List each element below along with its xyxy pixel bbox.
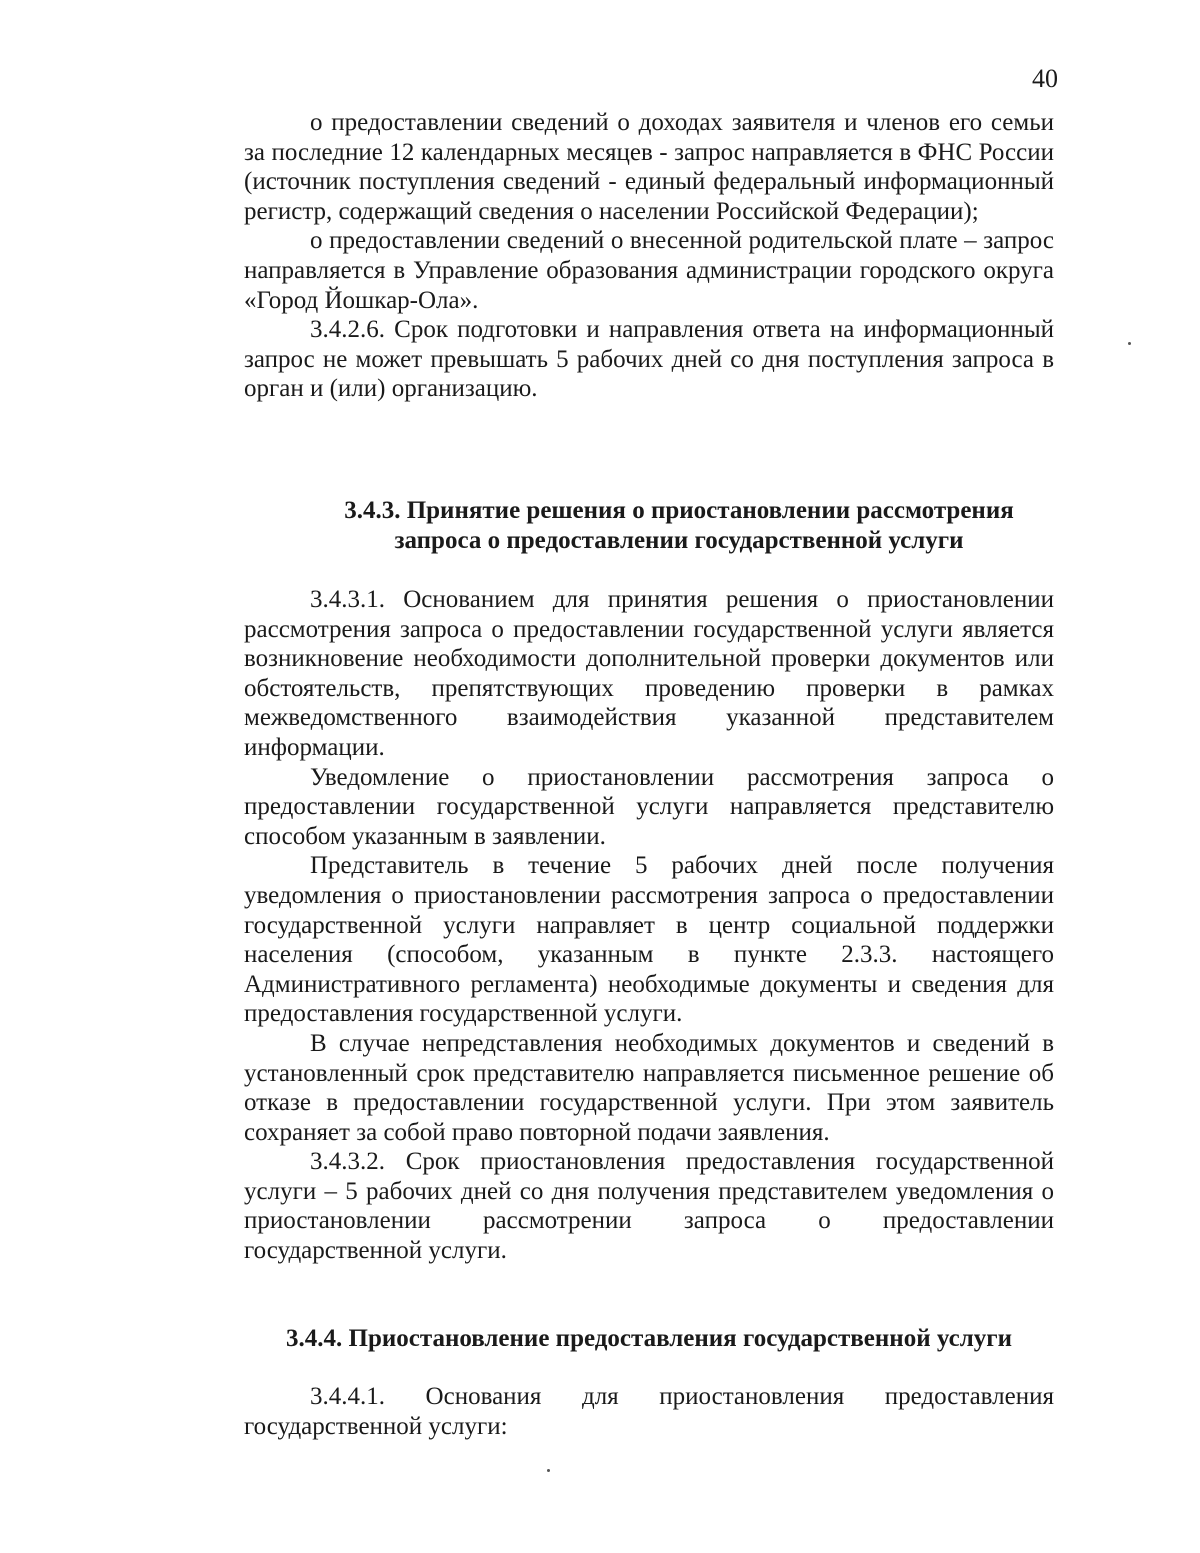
paragraph-parental-fee-request: о предоставлении сведений о внесенной родительской плате – запрос направляется в Управление образования администрации городского округа «Город Йошкар-Ола». (244, 227, 1054, 314)
scan-speck (1128, 342, 1131, 345)
paragraph-3-4-4-1: 3.4.4.1. Основания для приостановления предоставления государственной услуги: (244, 1383, 1054, 1440)
paragraph-income-request: о предоставлении сведений о доходах заявителя и членов его семьи за последние 12 календарных месяцев - запрос направляется в ФНС России (источник поступления сведений - единый федеральный информационный регистр, содержащий сведения о населении Российской Федерации); (244, 109, 1054, 225)
paragraph-notification: Уведомление о приостановлении рассмотрения запроса о предоставлении государственной услуги направляется представителю способом указанным в заявлении. (244, 763, 1054, 850)
section-3-4-4-heading: 3.4.4. Приостановление предоставления государственной услуги (286, 1325, 1012, 1352)
page-number: 40 (1032, 64, 1058, 93)
paragraph-3-4-2-6: 3.4.2.6. Срок подготовки и направления ответа на информационный запрос не может превышать 5 рабочих дней со дня поступления запроса в орган и (или) организацию. (244, 316, 1054, 403)
intro-paragraphs (244, 108, 1054, 404)
section-3-4-3-heading (244, 496, 1114, 556)
paragraph-3-4-3-2: 3.4.3.2. Срок приостановления предоставления государственной услуги – 5 рабочих дней со дня получения представителем уведомления о приостановлении рассмотрении запроса о предоставлении государственной услуги. (244, 1148, 1054, 1265)
section-3-4-3-heading-line2: запроса о предоставлении государственной услуги (394, 527, 964, 554)
paragraph-3-4-3-1: 3.4.3.1. Основанием для принятия решения о приостановлении рассмотрения запроса о предоставлении государственной услуги является возникновение необходимости дополнительной проверки документов или обстоятельств, препятствующих проведению проверки в рамках межведомственного взаимодействия указанной представителем информации. (244, 586, 1054, 761)
section-3-4-3-body (244, 585, 1054, 1266)
scan-speck (547, 1469, 550, 1472)
paragraph-refusal: В случае непредставления необходимых документов и сведений в установленный срок представителю направляется письменное решение об отказе в предоставлении государственной услуги. При этом заявитель сохраняет за собой право повторной подачи заявления. (244, 1029, 1054, 1146)
section-3-4-3-heading-line1: 3.4.3. Принятие решения о приостановлении рассмотрения (344, 497, 1014, 524)
paragraph-representative-deadline: Представитель в течение 5 рабочих дней после получения уведомления о приостановлении рассмотрения запроса о предоставлении государственной услуги направляет в центр социальной поддержки населения (способом, указанным в пункте 2.3.3. настоящего Административного регламента) необходимые документы и сведения для предоставления государственной услуги. (244, 852, 1054, 1028)
section-3-4-4-body (244, 1382, 1054, 1441)
